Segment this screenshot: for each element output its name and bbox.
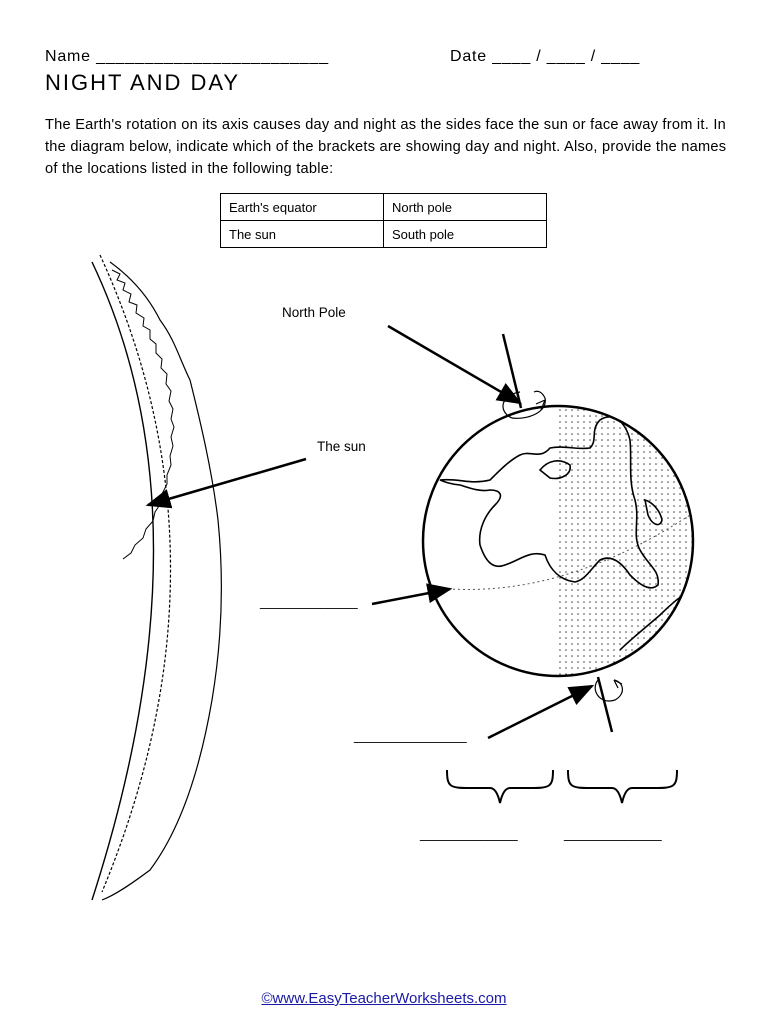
right-bracket <box>568 770 677 803</box>
equator-answer-blank[interactable]: _____________ <box>260 594 358 609</box>
earth-globe <box>423 334 698 732</box>
right-bracket-answer-blank[interactable]: _____________ <box>564 826 662 841</box>
table-cell: North pole <box>384 194 547 221</box>
left-bracket <box>447 770 553 803</box>
date-field-label: Date ____ / ____ / ____ <box>450 48 641 65</box>
table-cell: South pole <box>384 221 547 248</box>
south-pole-answer-blank[interactable]: _______________ <box>354 728 467 743</box>
left-bracket-answer-blank[interactable]: _____________ <box>420 826 518 841</box>
table-cell: Earth's equator <box>221 194 384 221</box>
page-title: NIGHT AND DAY <box>45 70 241 95</box>
footer-link[interactable]: ©www.EasyTeacherWorksheets.com <box>261 990 507 1007</box>
table-cell: The sun <box>221 221 384 248</box>
north-pole-label: North Pole <box>282 305 346 320</box>
sun-arrow <box>148 459 306 505</box>
south-pole-arrow <box>488 686 592 738</box>
sun-edge <box>92 255 221 900</box>
north-pole-arrow <box>388 326 520 403</box>
intro-paragraph: The Earth's rotation on its axis causes day and night as the sides face the sun or face away from it. In the diagram below, indicate which of the brackets are showing day and night. Also, provide the names of the locations listed in the following table: <box>45 117 727 177</box>
name-field-label: Name ________________________ <box>45 48 329 65</box>
sun-label: The sun <box>317 439 366 454</box>
